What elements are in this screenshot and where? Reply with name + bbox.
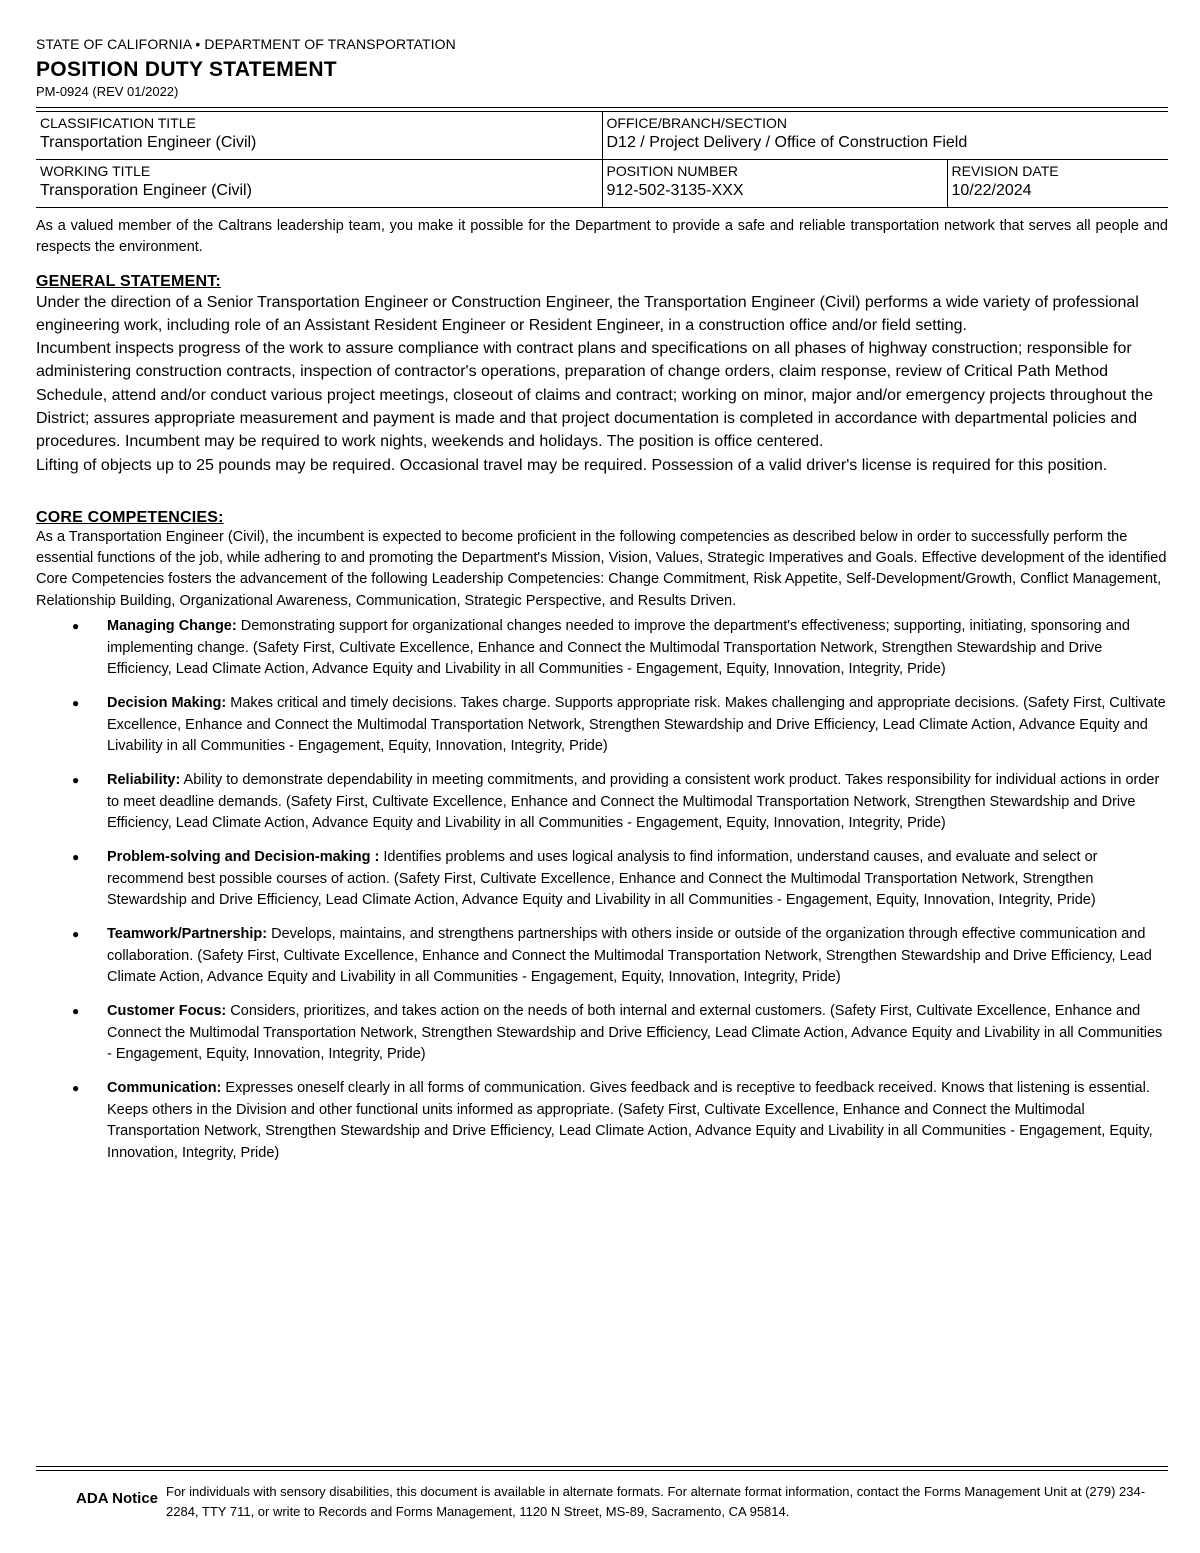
bullet-icon: ● — [72, 619, 80, 634]
competency-description: Identifies problems and uses logical analysis to find information, understand causes, and evaluate and select or recommend best possible courses of action. (Safety First, Cultivate Excellence, Enhance and Connect the Multimodal Transportation Network, Strengthen Stewardship and Drive Efficiency, Lead Climate Action, Advance Equity and Livability in all Communities - Engagement, Equity, Innovation, Integrity, Pride) — [107, 849, 1098, 909]
competency-name: Problem-solving and Decision-making : — [107, 849, 380, 866]
footer-divider — [36, 1470, 1168, 1471]
core-competencies-intro: As a Transportation Engineer (Civil), the incumbent is expected to become proficient in the following competencies as described below in order to successfully perform the essential functions of the job, while adhering to and promoting the Department's Mission, Vision, Values, Strategic Imperatives and Goals. Effective development of the identified Core Competencies fosters the advancement of the following Leadership Competencies: Change Commitment, Risk Appetite, Self-Development/Growth, Conflict Management, Relationship Building, Organizational Awareness, Communication, Strategic Perspective, and Results Driven. — [36, 528, 1167, 609]
general-statement-paragraph: Under the direction of a Senior Transportation Engineer or Construction Engineer, the Transportation Engineer (Civil) performs a wide variety of professional engineering work, including role of an Assistant Resident Engineer or Resident Engineer, in a construction office and/or field setting. — [36, 293, 1139, 334]
classification-title-cell — [36, 112, 602, 160]
form-number: PM-0924 (REV 01/2022) — [36, 84, 179, 99]
competency-item — [36, 1078, 1168, 1164]
competency-item — [36, 693, 1168, 758]
competency-item — [36, 847, 1168, 912]
competency-name: Customer Focus: — [107, 1003, 227, 1020]
ada-notice-text: For individuals with sensory disabilities, this document is available in alternate formats. For alternate format information, contact the Forms Management Unit at (279) 234-2284, TTY 711, or write to Records and Forms Management, 1120 N Street, MS-89, Sacramento, CA 95814. — [166, 1484, 1146, 1519]
general-statement-paragraph: Incumbent inspects progress of the work to assure compliance with contract plans and specifications on all phases of highway construction; responsible for administering construction contracts, inspection of contractor's operations, preparation of change orders, claim response, review of Critical Path Method Schedule, attend and/or conduct various project meetings, closeout of claims and contract; working on minor, major and/or emergency projects throughout the District; assures appropriate measurement and payment is made and that project documentation is completed in accordance with departmental policies and procedures. Incumbent may be required to work nights, weekends and holidays. The position is office centered. — [36, 340, 1154, 451]
working-title-cell — [36, 160, 602, 208]
general-statement-heading: GENERAL STATEMENT: — [36, 272, 221, 290]
competency-item — [36, 924, 1168, 989]
agency-header: STATE OF CALIFORNIA • DEPARTMENT OF TRANSPORTATION — [36, 36, 456, 52]
competency-name: Reliability: — [107, 772, 181, 789]
office-value: D12 / Project Delivery / Office of Construction Field — [606, 134, 968, 151]
revision-date-label: REVISION DATE — [951, 163, 1059, 179]
competency-item — [36, 1001, 1168, 1066]
bullet-icon: ● — [72, 773, 80, 788]
bullet-icon: ● — [72, 1081, 80, 1096]
intro-paragraph: As a valued member of the Caltrans leadership team, you make it possible for the Department to provide a safe and reliable transportation network that serves all people and respects the environment. — [36, 218, 1168, 255]
working-title-label: WORKING TITLE — [40, 163, 151, 179]
competency-description: Expresses oneself clearly in all forms of communication. Gives feedback and is receptive to feedback received. Knows that listening is essential. Keeps others in the Division and other functional units informed as appropriate. (Safety First, Cultivate Excellence, Enhance and Connect the Multimodal Transportation Network, Strengthen Stewardship and Drive Efficiency, Lead Climate Action, Advance Equity and Livability in all Communities - Engagement, Equity, Innovation, Integrity, Pride) — [107, 1080, 1153, 1161]
ada-notice-label: ADA Notice — [76, 1490, 158, 1507]
core-competencies-heading: CORE COMPETENCIES: — [36, 508, 224, 526]
competency-description: Demonstrating support for organizational changes needed to improve the department's effectiveness; supporting, initiating, sponsoring and implementing change. (Safety First, Cultivate Excellence, Enhance and Connect the Multimodal Transportation Network, Strengthen Stewardship and Drive Efficiency, Lead Climate Action, Advance Equity and Livability in all Communities - Engagement, Equity, Innovation, Integrity, Pride) — [107, 618, 1130, 678]
position-number-cell — [602, 160, 947, 208]
general-statement-body — [36, 291, 1168, 477]
competency-name: Managing Change: — [107, 618, 237, 635]
document-page — [36, 36, 1168, 1177]
bullet-icon: ● — [72, 1004, 80, 1019]
revision-date-cell — [947, 160, 1168, 208]
position-info-table — [36, 111, 1168, 208]
competency-description: Develops, maintains, and strengthens partnerships with others inside or outside of the organization through effective communication and collaboration. (Safety First, Cultivate Excellence, Enhance and Connect the Multimodal Transportation Network, Strengthen Stewardship and Drive Efficiency, Lead Climate Action, Advance Equity and Livability in all Communities - Engagement, Equity, Innovation, Integrity, Pride) — [107, 926, 1152, 986]
competency-description: Considers, prioritizes, and takes action on the needs of both internal and external customers. (Safety First, Cultivate Excellence, Enhance and Connect the Multimodal Transportation Network, Strengthen Stewardship and Drive Efficiency, Lead Climate Action, Advance Equity and Livability in all Communities - Engagement, Equity, Innovation, Integrity, Pride) — [107, 1003, 1163, 1063]
bullet-icon: ● — [72, 696, 80, 711]
competency-name: Teamwork/Partnership: — [107, 926, 268, 943]
competency-description: Ability to demonstrate dependability in meeting commitments, and providing a consistent work product. Takes responsibility for individual actions in order to meet deadline demands. (Safety First, Cultivate Excellence, Enhance and Connect the Multimodal Transportation Network, Strengthen Stewardship and Drive Efficiency, Lead Climate Action, Advance Equity and Livability in all Communities - Engagement, Equity, Innovation, Integrity, Pride) — [107, 772, 1160, 832]
classification-title-value: Transportation Engineer (Civil) — [40, 134, 257, 151]
position-number-value: 912-502-3135-XXX — [606, 182, 744, 199]
office-label: OFFICE/BRANCH/SECTION — [606, 115, 787, 131]
document-title: POSITION DUTY STATEMENT — [36, 58, 337, 81]
header-divider — [36, 107, 1168, 108]
ada-notice — [36, 1482, 1168, 1522]
office-cell — [602, 112, 1168, 160]
general-statement-paragraph: Lifting of objects up to 25 pounds may be required. Occasional travel may be required. Possession of a valid driver's license is required for this position. — [36, 456, 1108, 474]
page-footer — [36, 1466, 1168, 1522]
competency-list — [36, 616, 1168, 1164]
footer-divider — [36, 1466, 1168, 1467]
competency-item — [36, 770, 1168, 835]
classification-title-label: CLASSIFICATION TITLE — [40, 115, 196, 131]
competency-description: Makes critical and timely decisions. Takes charge. Supports appropriate risk. Makes challenging and appropriate decisions. (Safety First, Cultivate Excellence, Enhance and Connect the Multimodal Transportation Network, Strengthen Stewardship and Drive Efficiency, Lead Climate Action, Advance Equity and Livability in all Communities - Engagement, Equity, Innovation, Integrity, Pride) — [107, 695, 1166, 755]
competency-name: Communication: — [107, 1080, 222, 1097]
bullet-icon: ● — [72, 850, 80, 865]
competency-name: Decision Making: — [107, 695, 227, 712]
bullet-icon: ● — [72, 927, 80, 942]
competency-item — [36, 616, 1168, 681]
working-title-value: Transporation Engineer (Civil) — [40, 182, 252, 199]
position-number-label: POSITION NUMBER — [606, 163, 738, 179]
revision-date-value: 10/22/2024 — [951, 182, 1032, 199]
